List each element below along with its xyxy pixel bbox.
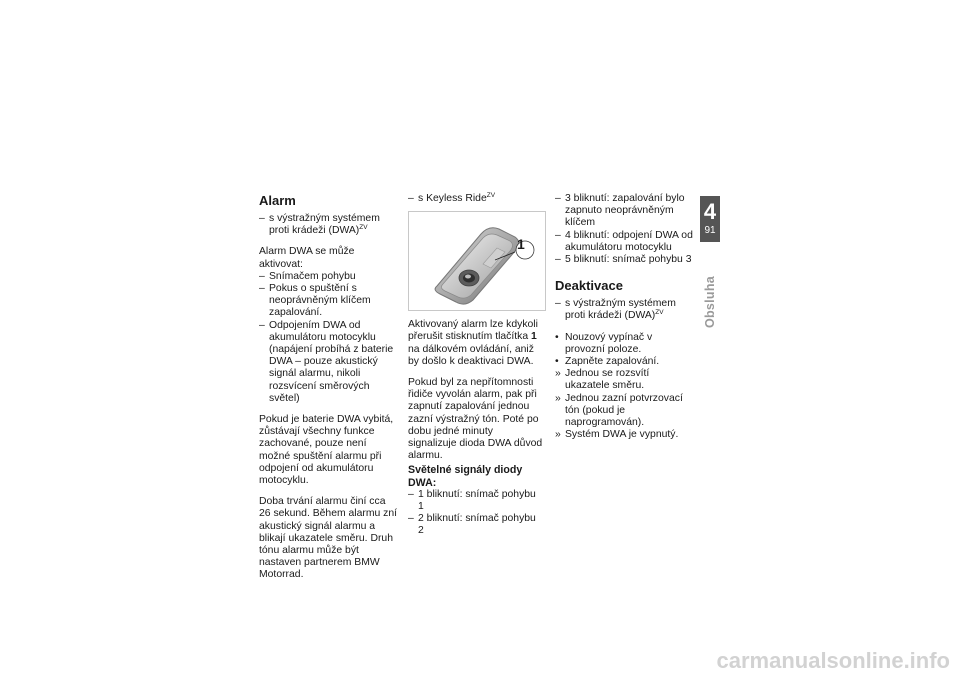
chapter-tab (700, 196, 720, 242)
list-item: – 5 bliknutí: snímač pohybu 3 (555, 254, 692, 266)
requirement-item: – s Keyless Ride$^{ZV}$ (408, 192, 496, 204)
result-item: » Jednou zazní potvrzovací tón (pokud je naprogramován). (555, 392, 683, 429)
section-title: Obsluha (703, 275, 717, 329)
list-item: – 3 bliknutí: zapalování bylo zapnuto neoprávněným klíčem (555, 193, 685, 229)
step-item: • Zapněte zapalování. (555, 356, 660, 368)
result-item: » Jednou se rozsvítí ukazatele směru. (555, 368, 650, 392)
list-item: – Odpojením DWA od akumulátoru motocyklu (napájení probíhá z baterie DWA – pouze akustický signál alarmu, nikoli rozsvícení směrových světel) (259, 319, 394, 404)
paragraph: Pokud byl za nepřítomnosti řidiče vyvolán alarm, pak při zapnutí zapalování jednou zazní výstražný tón. Poté po dobu jedné minuty signalizuje dioda DWA důvod alarmu. (408, 377, 543, 462)
callout-label: 1 (517, 236, 525, 253)
list-item: – Snímačem pohybu (259, 270, 356, 282)
paragraph: Aktivovaný alarm lze kdykoli přerušit stisknutím tlačítka 1 na dálkovém ovládání, aniž by došlo k deaktivaci DWA. (408, 319, 538, 367)
arrow-marker: » (555, 368, 561, 380)
led-signal-list-cont (555, 193, 693, 266)
list-item: – 4 bliknutí: odpojení DWA od akumulátoru motocyklu (555, 229, 693, 253)
dash-marker: – (259, 213, 265, 224)
chapter-number: 4 (703, 199, 717, 224)
requirement-item: – s výstražným systémem proti krádeži (DWA)$^{ZV}$ (259, 213, 380, 237)
result-list (555, 368, 693, 441)
trigger-list (259, 271, 399, 405)
dash-marker: – (555, 193, 561, 204)
heading-deactivation: Deaktivace (555, 278, 623, 294)
dash-marker: – (408, 513, 414, 525)
paragraph: Doba trvání alarmu činí cca 26 sekund. Během alarmu zní akustický signál alarmu a blikají ukazatele směru. Druh tónu alarmu může být nastaven partnerem BMW Motorrad. (259, 496, 398, 581)
led-signal-list (408, 489, 544, 538)
list-item: – 2 bliknutí: snímač pohybu 2 (408, 513, 536, 537)
requirement-list (259, 213, 399, 237)
list-item: – 1 bliknutí: snímač pohybu 1 (408, 488, 536, 513)
bullet-marker: • (555, 356, 559, 368)
dash-marker: – (555, 298, 561, 310)
bullet-marker: • (555, 331, 559, 343)
dash-marker: – (259, 283, 265, 295)
dash-marker: – (555, 254, 561, 266)
arrow-marker: » (555, 429, 561, 441)
dash-marker: – (408, 193, 414, 204)
section-label (699, 262, 721, 342)
dash-marker: – (259, 319, 265, 331)
requirement-list (555, 298, 693, 322)
dash-marker: – (408, 488, 414, 500)
list-item: – Pokus o spuštění s neoprávněným klíčem zapalování. (259, 283, 371, 319)
result-item: » Systém DWA je vypnutý. (555, 429, 679, 441)
key-fob-figure (408, 211, 546, 311)
watermark: carmanualsonline.info (716, 648, 950, 673)
dash-marker: – (555, 229, 561, 241)
subheading-led-signals: Světelné signály diody DWA: (408, 464, 523, 489)
requirement-item: – s výstražným systémem proti krádeži (DWA)$^{ZV}$ (555, 298, 676, 322)
column-2 (408, 193, 544, 547)
arrow-marker: » (555, 392, 561, 404)
column-1 (259, 193, 399, 591)
paragraph: Alarm DWA se může aktivovat: (259, 246, 355, 270)
step-list (555, 332, 693, 369)
dash-marker: – (259, 270, 265, 282)
step-item: • Nouzový vypínač v provozní poloze. (555, 331, 653, 355)
key-fob-icon (409, 212, 545, 310)
column-3 (555, 193, 693, 450)
paragraph: Pokud je baterie DWA vybitá, zůstávají všechny funkce zachované, pouze není možné spuštění alarmu při odpojení od akumulátoru motocyklu. (259, 414, 394, 487)
page-number: 91 (704, 225, 716, 236)
requirement-list (408, 193, 544, 205)
heading-alarm: Alarm (259, 193, 296, 208)
